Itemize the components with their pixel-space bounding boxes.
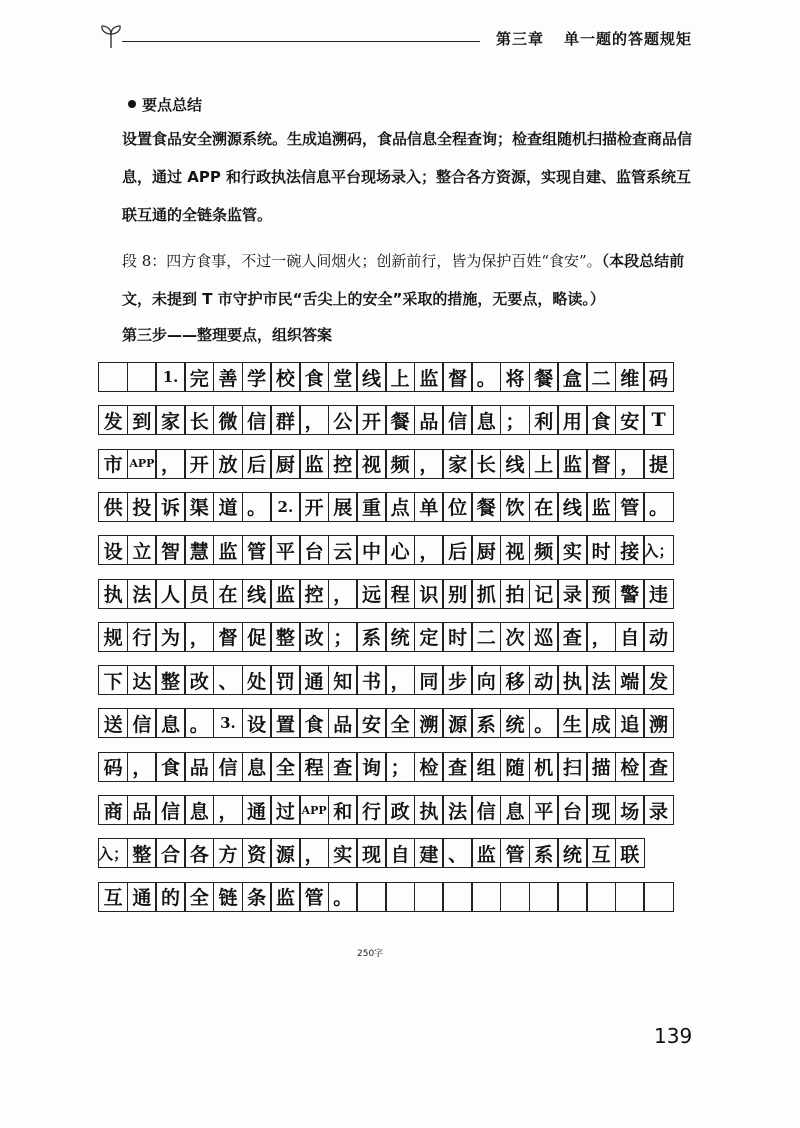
grid-cell: ； [500,405,530,435]
grid-cell: 安 [356,708,386,738]
grid-cell: 通 [127,882,157,912]
grid-cell: 视 [356,449,386,479]
grid-row [98,752,672,782]
grid-cell: 罚 [270,665,300,695]
grid-cell [442,882,472,912]
grid-cell [615,882,645,912]
grid-cell: ， [127,752,157,782]
grid-cell: 群 [270,405,300,435]
grid-cell: 上 [529,449,559,479]
grid-cell: 息 [155,708,185,738]
grid-cell: 置 [270,708,300,738]
grid-cell: 违 [643,579,673,609]
grid-cell: ， [155,449,185,479]
grid-cell: 线 [242,579,272,609]
grid-cell: 系 [356,622,386,652]
grid-cell: 步 [442,665,472,695]
grid-cell: 法 [442,795,472,825]
grid-cell: 联 [615,838,645,868]
grid-cell [557,882,587,912]
grid-row [98,579,672,609]
grid-cell: 向 [471,665,501,695]
summary-paragraph: 设置食品安全溯源系统。生成追溯码，食品信息全程查询；检查组随机扫描检查商品信息，通过 APP 和行政执法信息平台现场录入；整合各方资源，实现自建、监管系统互联互通的全链条监管。 [122,130,693,224]
grid-cell: 为 [155,622,185,652]
grid-cell: 息 [500,795,530,825]
grid-cell: 组 [471,752,501,782]
grid-cell: 心 [385,535,415,565]
grid-cell: 二 [586,362,616,392]
grid-cell: ， [299,405,329,435]
grid-cell: 饮 [500,492,530,522]
grid-cell: 溯 [414,708,444,738]
grid-cell: 建 [414,838,444,868]
grid-cell: 生 [557,708,587,738]
grid-cell: 善 [213,362,243,392]
grid-cell: 线 [557,492,587,522]
grid-cell: 信 [213,752,243,782]
grid-cell: 程 [299,752,329,782]
grid-cell [500,882,530,912]
grid-cell: 展 [328,492,358,522]
grid-cell: 追 [615,708,645,738]
grid-cell: 随 [500,752,530,782]
grid-cell: 立 [127,535,157,565]
grid-cell: 位 [442,492,472,522]
grid-cell: 食 [299,708,329,738]
grid-cell: 规 [98,622,128,652]
grid-cell: ， [586,622,616,652]
grid-cell: 法 [127,579,157,609]
grid-cell: 法 [586,665,616,695]
grid-cell [356,882,386,912]
grid-cell: 控 [299,579,329,609]
grid-cell [586,882,616,912]
grid-cell: 端 [615,665,645,695]
grid-cell: 二 [471,622,501,652]
grid-cell: 资 [242,838,272,868]
grid-cell [385,882,415,912]
grid-cell: 厨 [270,449,300,479]
grid-cell: 在 [529,492,559,522]
grid-cell: ， [414,449,444,479]
grid-cell: 监 [213,535,243,565]
step3-heading: 第三步——整理要点，组织答案 [122,326,333,344]
grid-row [98,492,672,522]
grid-cell: 拍 [500,579,530,609]
grid-cell: 。 [184,708,214,738]
grid-cell: 描 [586,752,616,782]
grid-cell: APP [127,449,157,479]
word-count-label: 250字 [357,949,384,959]
grid-cell [471,882,501,912]
grid-cell: 食 [299,362,329,392]
paragraph-8-text: 段 8：四方食事，不过一碗人间烟火；创新前行，皆为保护百姓“食安”。 [122,252,602,270]
grid-cell: 查 [328,752,358,782]
grid-cell: 监 [586,492,616,522]
grid-cell: 完 [184,362,214,392]
grid-cell: 识 [414,579,444,609]
grid-cell: 中 [356,535,386,565]
grid-cell: 到 [127,405,157,435]
header-rule [122,41,480,42]
grid-cell: 机 [529,752,559,782]
grid-cell: 品 [414,405,444,435]
grid-cell: 远 [356,579,386,609]
grid-cell: 过 [270,795,300,825]
grid-cell: 码 [98,752,128,782]
grid-row [98,882,672,912]
grid-cell: 监 [299,449,329,479]
summary-heading: 要点总结 [128,94,202,115]
grid-cell: 整 [127,838,157,868]
grid-cell: 扫 [557,752,587,782]
grid-cell [643,882,673,912]
grid-cell: 食 [155,752,185,782]
grid-cell: 和 [328,795,358,825]
grid-cell: 自 [615,622,645,652]
grid-cell: 开 [356,405,386,435]
grid-cell: ； [385,752,415,782]
grid-row [98,795,672,825]
grid-cell: 统 [385,622,415,652]
grid-cell: 督 [586,449,616,479]
grid-cell: 餐 [385,405,415,435]
grid-cell: 信 [155,795,185,825]
sprout-icon [96,22,126,50]
chapter-label: 第三章 [495,30,544,48]
grid-cell: 员 [184,579,214,609]
grid-cell: 现 [356,838,386,868]
grid-cell: 智 [155,535,185,565]
grid-cell: 知 [328,665,358,695]
grid-cell: 道 [213,492,243,522]
grid-cell: 设 [98,535,128,565]
grid-cell: 供 [98,492,128,522]
grid-cell: 合 [155,838,185,868]
grid-cell: 单 [414,492,444,522]
grid-cell: 查 [643,752,673,782]
grid-cell: 定 [414,622,444,652]
grid-cell: 整 [155,665,185,695]
paragraph-8-note: （本段总结前文，未提到 T 市守护市民“舌尖上的安全”采取的措施，无要点，略读。） [122,252,685,308]
grid-cell: 校 [270,362,300,392]
grid-cell: 视 [500,535,530,565]
grid-cell: 同 [414,665,444,695]
grid-cell: 促 [242,622,272,652]
grid-cell: 整 [270,622,300,652]
grid-cell: 各 [184,838,214,868]
grid-cell: 入； [643,535,673,565]
grid-cell: 询 [356,752,386,782]
paragraph-8 [122,242,694,318]
grid-cell: 后 [442,535,472,565]
grid-cell: 家 [155,405,185,435]
grid-cell: 人 [155,579,185,609]
grid-row [98,665,672,695]
grid-cell: 检 [414,752,444,782]
grid-cell: 督 [442,362,472,392]
grid-cell: 时 [586,535,616,565]
grid-cell: 息 [471,405,501,435]
grid-cell: 通 [242,795,272,825]
page-number: 139 [654,1024,693,1048]
grid-cell [414,882,444,912]
grid-cell: 维 [615,362,645,392]
grid-cell: 改 [299,622,329,652]
grid-cell: 慧 [184,535,214,565]
grid-cell: 信 [471,795,501,825]
grid-cell: 录 [557,579,587,609]
grid-cell: 预 [586,579,616,609]
grid-cell: 系 [529,838,559,868]
grid-cell: 盒 [557,362,587,392]
grid-cell: 统 [557,838,587,868]
grid-cell: 品 [127,795,157,825]
grid-cell: 云 [328,535,358,565]
grid-cell [127,362,157,392]
grid-row [98,362,672,392]
grid-cell: 。 [242,492,272,522]
grid-cell: 平 [529,795,559,825]
grid-cell: 厨 [471,535,501,565]
grid-cell: 场 [615,795,645,825]
grid-cell: 次 [500,622,530,652]
grid-cell: ， [385,665,415,695]
grid-cell: 执 [557,665,587,695]
grid-cell: 重 [356,492,386,522]
grid-cell: 方 [213,838,243,868]
grid-cell: 的 [155,882,185,912]
grid-cell: 达 [127,665,157,695]
grid-cell: ， [328,579,358,609]
grid-cell: 链 [213,882,243,912]
grid-row [98,708,672,738]
grid-cell: 信 [442,405,472,435]
grid-cell: 家 [442,449,472,479]
grid-cell: 长 [471,449,501,479]
grid-cell: 程 [385,579,415,609]
grid-cell: 处 [242,665,272,695]
grid-cell: 入； [98,838,128,868]
grid-cell: 线 [500,449,530,479]
grid-cell: 平 [270,535,300,565]
grid-cell: 息 [242,752,272,782]
grid-row [98,449,672,479]
grid-cell: 监 [270,579,300,609]
grid-cell: 上 [385,362,415,392]
grid-cell: 3. [213,708,243,738]
grid-cell: ， [213,795,243,825]
grid-cell: 政 [385,795,415,825]
grid-cell: APP [299,795,329,825]
grid-cell: 全 [270,752,300,782]
grid-cell: 监 [414,362,444,392]
grid-cell: 成 [586,708,616,738]
grid-row [98,838,643,868]
grid-cell: 下 [98,665,128,695]
page-header [90,14,710,54]
grid-cell: 互 [98,882,128,912]
grid-cell: ， [184,622,214,652]
grid-cell: 设 [242,708,272,738]
grid-cell: 信 [242,405,272,435]
grid-cell: 息 [184,795,214,825]
bullet-icon [128,100,136,108]
grid-cell: 接 [615,535,645,565]
grid-cell: 条 [242,882,272,912]
grid-cell: 餐 [471,492,501,522]
grid-cell: ； [328,622,358,652]
grid-cell: 在 [213,579,243,609]
grid-cell: 码 [643,362,673,392]
grid-cell: 品 [328,708,358,738]
grid-cell: 2. [270,492,300,522]
grid-cell: 诉 [155,492,185,522]
grid-cell: 将 [500,362,530,392]
grid-cell: 检 [615,752,645,782]
grid-cell: ， [615,449,645,479]
grid-cell: 1. [155,362,185,392]
grid-cell: 移 [500,665,530,695]
grid-cell: 行 [127,622,157,652]
grid-row [98,405,672,435]
grid-cell: 通 [299,665,329,695]
grid-cell: 安 [615,405,645,435]
grid-cell [98,362,128,392]
grid-cell: 实 [557,535,587,565]
grid-cell: 送 [98,708,128,738]
grid-cell: 行 [356,795,386,825]
grid-cell: 实 [328,838,358,868]
grid-cell: 管 [299,882,329,912]
grid-cell: 投 [127,492,157,522]
grid-cell: 学 [242,362,272,392]
grid-cell: 查 [442,752,472,782]
grid-cell: 点 [385,492,415,522]
grid-cell: 管 [615,492,645,522]
grid-row [98,535,672,565]
grid-cell: 执 [414,795,444,825]
grid-cell: 溯 [643,708,673,738]
grid-cell: 管 [500,838,530,868]
grid-cell: 公 [328,405,358,435]
grid-cell: 源 [442,708,472,738]
grid-cell: 别 [442,579,472,609]
grid-cell: 控 [328,449,358,479]
grid-cell: T [643,405,673,435]
grid-cell: 商 [98,795,128,825]
grid-cell: 录 [643,795,673,825]
grid-cell: 改 [184,665,214,695]
grid-cell: 。 [529,708,559,738]
grid-cell: 动 [529,665,559,695]
grid-cell: ， [299,838,329,868]
grid-cell: 台 [557,795,587,825]
grid-cell: 记 [529,579,559,609]
grid-cell: 源 [270,838,300,868]
grid-cell: 信 [127,708,157,738]
grid-cell: ， [414,535,444,565]
grid-cell: 互 [586,838,616,868]
grid-cell: 发 [98,405,128,435]
grid-cell: 、 [442,838,472,868]
grid-cell: 提 [643,449,673,479]
grid-cell: 微 [213,405,243,435]
grid-cell: 餐 [529,362,559,392]
grid-cell: 品 [184,752,214,782]
grid-cell: 利 [529,405,559,435]
grid-row [98,622,672,652]
grid-cell: 执 [98,579,128,609]
grid-cell [529,882,559,912]
chapter-title: 单一题的答题规矩 [563,30,692,48]
grid-cell: 堂 [328,362,358,392]
grid-cell: 监 [557,449,587,479]
grid-cell: 。 [328,882,358,912]
grid-cell: 市 [98,449,128,479]
grid-cell: 书 [356,665,386,695]
grid-cell: 监 [471,838,501,868]
grid-cell: 频 [529,535,559,565]
grid-cell: 现 [586,795,616,825]
grid-cell: 。 [471,362,501,392]
grid-cell: 开 [184,449,214,479]
grid-cell: 全 [184,882,214,912]
grid-cell: 警 [615,579,645,609]
grid-cell: 动 [643,622,673,652]
grid-cell: 时 [442,622,472,652]
grid-cell: 后 [242,449,272,479]
grid-cell: 统 [500,708,530,738]
grid-cell: 频 [385,449,415,479]
grid-cell: 发 [643,665,673,695]
grid-cell: 管 [242,535,272,565]
grid-cell: 长 [184,405,214,435]
grid-cell: 台 [299,535,329,565]
grid-cell: 开 [299,492,329,522]
header-title [496,28,692,49]
grid-cell: 自 [385,838,415,868]
grid-cell: 线 [356,362,386,392]
grid-cell: 监 [270,882,300,912]
grid-cell: 巡 [529,622,559,652]
grid-cell: 系 [471,708,501,738]
grid-cell: 、 [213,665,243,695]
grid-cell: 。 [643,492,673,522]
grid-cell: 渠 [184,492,214,522]
grid-cell: 用 [557,405,587,435]
grid-cell: 查 [557,622,587,652]
grid-cell: 放 [213,449,243,479]
grid-cell: 抓 [471,579,501,609]
grid-cell: 食 [586,405,616,435]
grid-cell: 全 [385,708,415,738]
grid-cell: 督 [213,622,243,652]
